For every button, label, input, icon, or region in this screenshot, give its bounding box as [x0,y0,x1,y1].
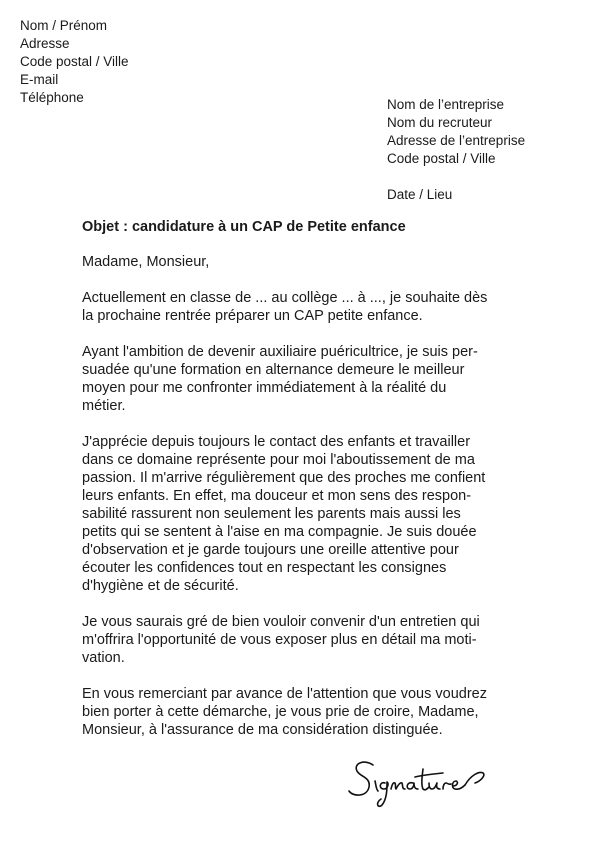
paragraph-line: bien porter à cette démarche, je vous prie de croire, Madame, [82,704,479,720]
recipient-postal-city: Code postal / Ville [387,151,496,166]
sender-postal-city: Code postal / Ville [20,54,129,69]
paragraph-line: Ayant l'ambition de devenir auxiliaire puéricultrice, je suis per- [82,344,478,360]
sender-email: E-mail [20,72,59,87]
letter-subject: Objet : candidature à un CAP de Petite enfance [82,219,406,235]
paragraph-current-situation [82,289,512,325]
paragraph-line: moyen pour me confronter immédiatement à la réalité du [82,380,447,396]
paragraph-line: Actuellement en classe de ... au collège ... à ..., je souhaite dès [82,290,488,306]
paragraph-closing [82,685,512,739]
paragraph-line: J'apprécie depuis toujours le contact des enfants et travailler [82,434,471,450]
sender-address: Adresse [20,36,70,51]
paragraph-ambition [82,343,512,415]
paragraph-line: la prochaine rentrée préparer un CAP petite enfance. [82,308,423,324]
letter-body [82,218,512,757]
sender-block [20,17,129,107]
letter-salutation: Madame, Monsieur, [82,254,210,270]
handwritten-signature [345,755,495,815]
recipient-recruiter: Nom du recruteur [387,115,493,130]
paragraph-line: Je vous saurais gré de bien vouloir convenir d'un entretien qui [82,614,480,630]
paragraph-motivation [82,433,512,595]
paragraph-line: En vous remerciant par avance de l'attention que vous voudrez [82,686,487,702]
sender-phone: Téléphone [20,90,84,105]
paragraph-line: petits qui se sentent à l'aise en ma compagnie. Je suis douée [82,524,477,540]
paragraph-line: leurs enfants. En effet, ma douceur et mon sens des respon- [82,488,472,504]
paragraph-line: métier. [82,398,126,414]
paragraph-line: d'observation et je garde toujours une oreille attentive pour [82,542,459,558]
sender-name: Nom / Prénom [20,18,108,33]
paragraph-line: Monsieur, à l'assurance de ma considération distinguée. [82,722,443,738]
paragraph-line: passion. Il m'arrive régulièrement que des proches me confient [82,470,486,486]
paragraph-line: écouter les confidences tout en respectant les consignes [82,560,447,576]
recipient-company: Nom de l’entreprise [387,97,505,112]
paragraph-line: sabilité rassurent non seulement les parents mais aussi les [82,506,461,522]
paragraph-line: m'offrira l'opportunité de vous exposer plus en détail ma moti- [82,632,477,648]
paragraph-line: d'hygiène et de sécurité. [82,578,239,594]
paragraph-line: dans ce domaine représente pour moi l'aboutissement de ma [82,452,475,468]
recipient-block [387,96,525,204]
letter-date-place: Date / Lieu [387,187,453,202]
paragraph-line: suadée qu'une formation en alternance demeure le meilleur [82,362,465,378]
recipient-address: Adresse de l’entreprise [387,133,526,148]
paragraph-line: vation. [82,650,125,666]
paragraph-interview-request [82,613,512,667]
